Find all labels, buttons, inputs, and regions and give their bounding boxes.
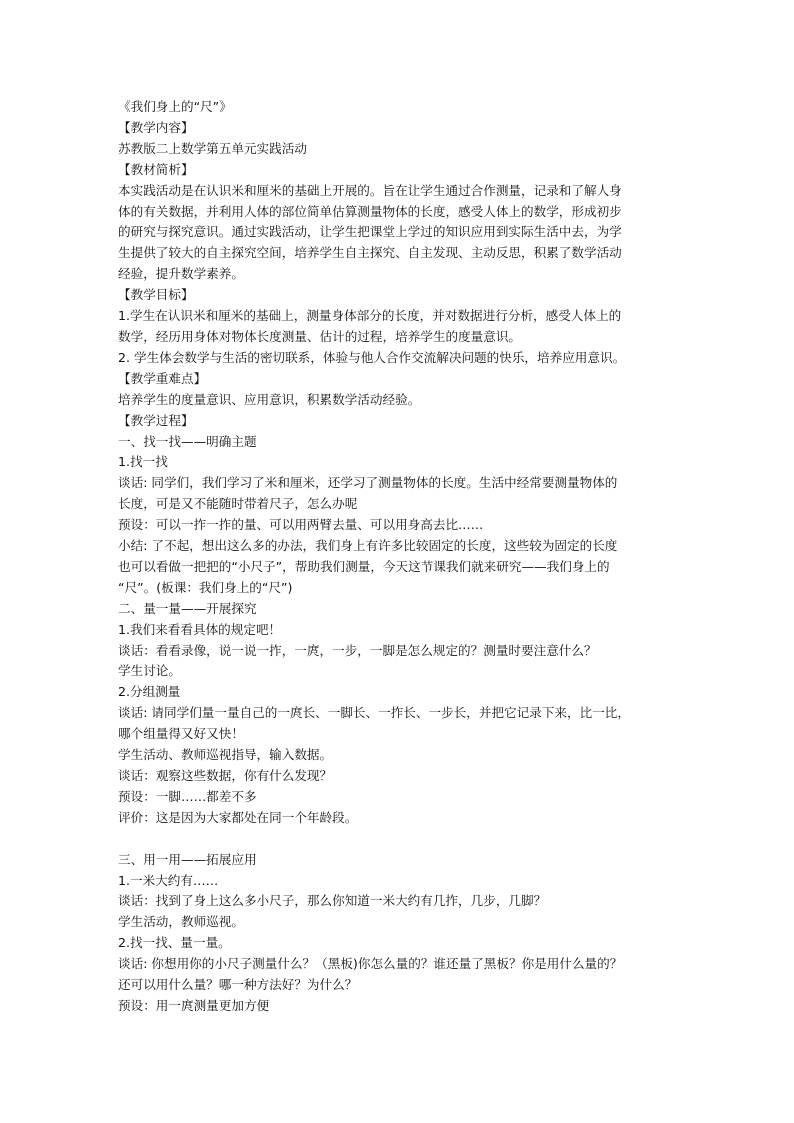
paragraph-line: 评价：这是因为大家都处在同一个年龄段。 [118,809,358,825]
paragraph-line: 2.分组测量 [118,684,181,700]
paragraph-line: 谈话: 你想用你的小尺子测量什么？（黑板)你怎么量的？谁还量了黑板？你是用什么量的？ [118,956,623,972]
paragraph-line: 数学，经历用身体对物体长度测量、估计的过程，培养学生的度量意识。 [118,328,521,344]
paragraph-line: 生提供了较大的自主探究空间，培养学生自主探究、自主发现、主动反思，积累了数学活动 [118,245,622,261]
paragraph-line: 预设：一脚……都差不多 [118,788,257,804]
paragraph-line: 经验，提升数学素养。 [118,266,244,282]
paragraph-line: 三、用一用——拓展应用 [118,851,257,867]
document-body [118,97,680,1017]
paragraph-line: 哪个组量得又好又快！ [118,726,244,742]
paragraph-line: 还可以用什么量？哪一种方法好？为什么？ [118,977,358,993]
section-heading-key: 【教学重难点】 [118,370,207,386]
paragraph-line: 也可以看做一把把的“小尺子”，帮助我们测量，今天这节课我们就来研究——我们身上的 [118,558,610,574]
document-title: 《我们身上的“尺”》 [118,99,232,114]
section-heading-analysis: 【教材简析】 [118,161,194,177]
paragraph-line: 谈话: 同学们，我们学习了米和厘米，还学习了测量物体的长度。生活中经常要测量物体的 [118,475,618,491]
paragraph-line: 谈话：观察这些数据，你有什么发现？ [118,768,333,783]
section-heading-process: 【教学过程】 [118,412,194,428]
paragraph-line: 小结: 了不起，想出这么多的办法，我们身上有许多比较固定的长度，这些较为固定的长度 [118,538,618,554]
paragraph-line: 谈话：看看录像，说一说一拃，一庹，一步，一脚是怎么规定的？测量时要注意什么？ [118,642,597,658]
paragraph-line: 预设：可以一拃一拃的量、可以用两臂去量、可以用身高去比…… [118,517,484,533]
section-heading-goals: 【教学目标】 [118,287,194,303]
paragraph-line: 培养学生的度量意识、应用意识，积累数学活动经验。 [118,391,421,407]
paragraph-line: 一、找一找——明确主题 [118,433,257,449]
paragraph-line: 的研究与探究意识。通过实践活动，让学生把课堂上学过的知识应用到实际生活中去，为学 [118,224,622,240]
content-text: 苏教版二上数学第五单元实践活动 [118,140,307,156]
section-heading-content: 【教学内容】 [118,119,194,135]
paragraph-line: 1.我们来看看具体的规定吧！ [118,621,282,637]
paragraph-line: 体的有关数据，并利用人体的部位简单估算测量物体的长度，感受人体上的数学，形成初步 [118,203,622,219]
paragraph-line: 2. 学生体会数学与生活的密切联系，体验与他人合作交流解决问题的快乐，培养应用意识。 [118,349,626,365]
paragraph-line: 本实践活动是在认识米和厘米的基础上开展的。旨在让学生通过合作测量，记录和了解人身 [118,182,622,198]
paragraph-line: 学生活动，教师巡视。 [118,914,244,930]
paragraph-line: 预设：用一庹测量更加方便 [118,997,270,1013]
paragraph-line: 1.学生在认识米和厘米的基础上，测量身体部分的长度，并对数据进行分析，感受人体上的 [118,308,622,324]
paragraph-line: 谈话: 请同学们量一量自己的一庹长、一脚长、一拃长、一步长，并把它记录下来，比一比， [118,705,630,721]
paragraph-line: 1.一米大约有…… [118,872,219,888]
paragraph-line: 长度，可是又不能随时带着尺子，怎么办呢 [118,496,358,512]
paragraph-line: “尺”。(板课：我们身上的“尺”) [118,579,293,595]
paragraph-line: 学生讨论。 [118,663,181,679]
paragraph-line: 谈话：找到了身上这么多小尺子，那么你知道一米大约有几拃，几步，几脚？ [118,893,547,909]
paragraph-line: 二、量一量——开展探究 [118,600,257,616]
paragraph-line: 2.找一找、量一量。 [118,935,231,951]
blank-line [118,829,680,850]
paragraph-line: 学生活动、教师巡视指导，输入数据。 [118,747,333,763]
paragraph-line: 1.找一找 [118,454,168,470]
